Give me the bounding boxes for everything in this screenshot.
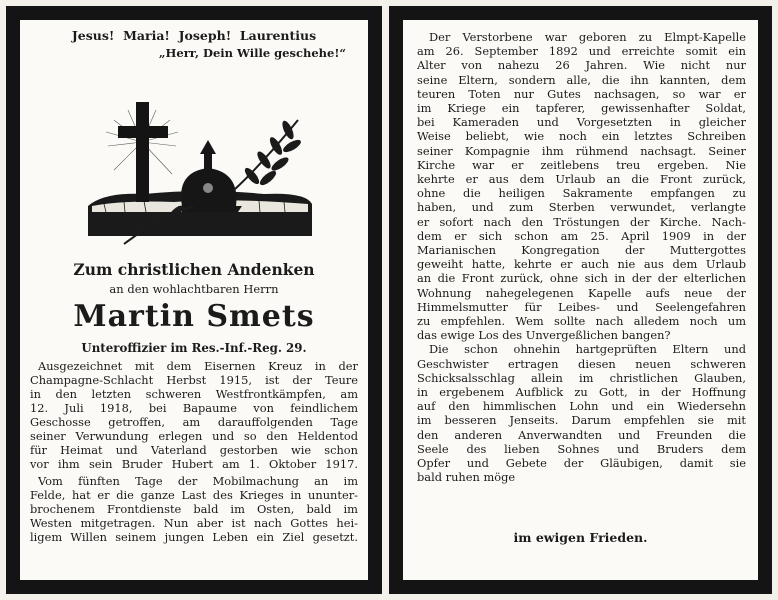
paragraph-line: in ergebenem Aufblick zu Gott, in der Hoffnung: [417, 385, 746, 399]
paragraph-line: Marianischen Kongregation der Muttergottes: [417, 243, 746, 257]
closing-line: im ewigen Frieden.: [513, 530, 648, 545]
paragraph-line: in den letzten schweren Westfrontkämpfen, am: [30, 387, 358, 401]
paragraph-line: Champagne-Schlacht Herbst 1915, ist der Teure: [30, 373, 358, 387]
paragraph-line: bei Kameraden und Vorgesetzten in gleicher: [417, 115, 746, 130]
paragraph-line: für Heimat und Vaterland gestorben wie schon: [30, 443, 358, 457]
paragraph-line: Vom fünften Tage der Mobilmachung an im: [38, 474, 358, 488]
deceased-name: Martin Smets: [73, 299, 315, 334]
paragraph-line: ligem Willen seinem jungen Leben ein Ziel gesetzt.: [30, 530, 358, 544]
paragraph-line: ohne die heiligen Sakramente empfangen zu: [417, 186, 746, 201]
paragraph-line: Wohnung nahegelegenen Kapelle aufs neue der: [417, 285, 746, 300]
paragraph-line: Weise beliebt, wie noch ein letztes Schreiben: [417, 129, 746, 144]
paragraph-line: er sofort nach den Tröstungen der Kirche. Nach-: [417, 214, 746, 229]
paragraph-line: seine Eltern, sondern alle, die ihn kannten, dem: [417, 72, 746, 87]
paragraph-line: Geschwister ertragen diesen neuen schweren: [417, 356, 746, 371]
deceased-rank: Unteroffizier im Res.-Inf.-Reg. 29.: [81, 341, 307, 355]
paragraph-line: Kirche war er zeitlebens treu ergeben. Nie: [417, 157, 746, 172]
paragraph-line: Geschosse getroffen, am darauffolgenden Tage: [30, 415, 358, 429]
paragraph-line: teuren Toten nur Gutes nachsagen, so war er: [417, 86, 746, 101]
paragraph-line: bald ruhen möge: [417, 470, 516, 485]
paragraph-line: vor ihm sein Bruder Hubert am 1. Oktober 1917.: [30, 457, 358, 471]
paragraph-line: Der Verstorbene war geboren zu Elmpt-Kapelle: [429, 30, 746, 44]
paragraph-line: dem er sich schon am 25. April 1909 in der: [417, 228, 746, 243]
memorial-heading: Zum christlichen Andenken: [73, 260, 315, 279]
paragraph-line: im Kriege ein tapferer, gewissenhafter Soldat,: [417, 101, 746, 115]
right-card-border: [389, 6, 772, 594]
paragraph-line: Seele des lieben Sohnes und Bruders dem: [417, 441, 746, 456]
paragraph-line: im besseren Jenseits. Darum empfehlen sie mit: [417, 413, 746, 428]
paragraph-line: Schicksalsschlag allein im christlichen Glauben,: [417, 370, 746, 385]
paragraph-line: Ausgezeichnet mit dem Eisernen Kreuz in der: [38, 359, 358, 373]
cross-helmet-emblem: [84, 94, 316, 250]
paragraph-line: kehrte er aus dem Urlaub an die Front zurück,: [417, 172, 746, 186]
paragraph-line: an die Front zurück, ohne sich in der der elterlichen: [417, 271, 746, 286]
right-card-page: [403, 20, 758, 580]
paragraph-line: Die schon ohnehin hartgeprüften Eltern und: [429, 342, 746, 357]
paragraph-line: Alter von nahezu 26 Jahren. Wie nicht nur: [417, 58, 746, 73]
paragraph-line: geweiht hatte, kehrte er auch nie aus dem Urlaub: [417, 257, 746, 272]
paragraph-line: 12. Juli 1918, bei Bapaume von feindlichem: [30, 401, 358, 415]
paragraph-line: Westen mitgetragen. Nun aber ist nach Gottes hei-: [30, 516, 358, 530]
paragraph-line: seiner Verwundung erlegen und so den Heldentod: [30, 429, 358, 443]
paragraph-line: das ewige Los des Unvergeßlichen bangen?: [417, 328, 671, 343]
paragraph-line: Opfer und Gebete der Gläubigen, damit sie: [417, 456, 746, 470]
paragraph-line: seiner Kompagnie ihm rühmend nachsagt. Seiner: [417, 143, 746, 158]
motto: „Herr, Dein Wille geschehe!“: [158, 46, 346, 60]
paragraph-line: am 26. September 1892 und erreichte somit ein: [417, 44, 746, 59]
memorial-subheading: an den wohlachtbaren Herrn: [109, 282, 279, 296]
left-card-border: [6, 6, 382, 594]
paragraph-line: zu empfehlen. Wem sollte nach alledem noch um: [417, 314, 746, 328]
paragraph-line: den anderen Anverwandten und Freunden die: [417, 427, 746, 442]
left-card-page: [20, 20, 368, 580]
paragraph-line: Himmelsmutter für Leibes- und Seelengefahren: [417, 299, 746, 314]
paragraph-line: auf den himmlischen Lohn und ein Wiedersehn: [417, 399, 746, 414]
paragraph-line: haben, und zum Sterben verwundet, verlangte: [417, 200, 746, 215]
paragraph-line: brochenem Frontdienste bald im Osten, bald im: [30, 502, 358, 516]
paragraph-line: Felde, hat er die ganze Last des Krieges in ununter-: [30, 488, 358, 502]
invocation: Jesus! Maria! Joseph! Laurentius: [71, 28, 317, 43]
